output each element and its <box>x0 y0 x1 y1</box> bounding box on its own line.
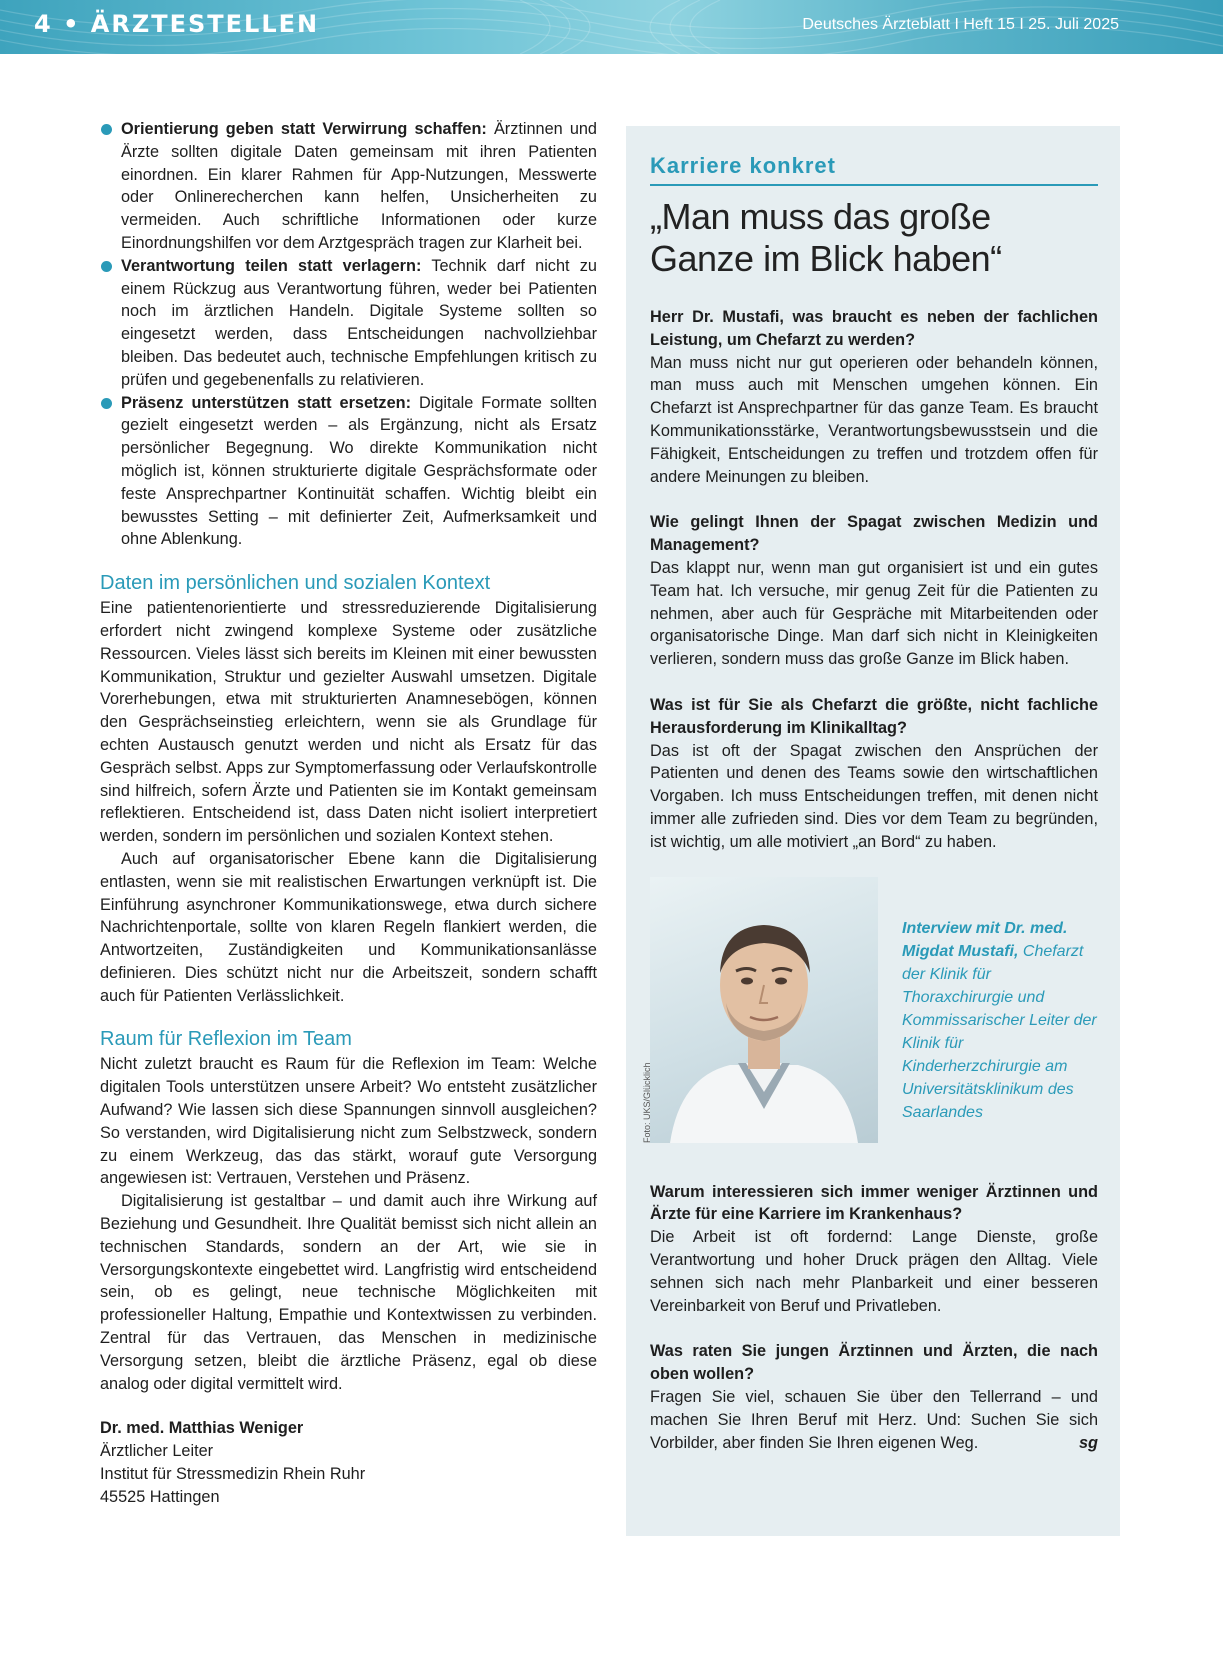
answer: Das ist oft der Spagat zwischen den Ansprüchen der Patienten und denen des Teams sowie den wirtschaftlichen Vorgaben. Ich muss Entscheidungen treffen, mit denen nicht immer alle zufrieden sind. Dies vor dem Team zu begründen, ist wichtig, um alle motiviert „an Bord“ zu haben. <box>650 741 1098 851</box>
bullet-text: Technik darf nicht zu einem Rückzug aus Verantwortung führen, weder bei Patienten noch im ärztlichen Handeln. Digitale Systeme sollten so eingesetzt werden, dass Entscheidungen nachvollziehbar bleiben. Das bedeutet auch, technische Empfehlungen kritisch zu prüfen und gegebenenfalls zu relativieren. <box>121 256 597 389</box>
section-name: ÄRZTESTELLEN <box>90 10 320 38</box>
box-headline: „Man muss das große Ganze im Blick haben“ <box>650 196 1002 279</box>
author-city: 45525 Hattingen <box>100 1487 220 1506</box>
bullet-item <box>100 118 597 255</box>
answer: Die Arbeit ist oft fordernd: Lange Dienste, große Verantwortung und hoher Druck prägen den Alltag. Viele sehnen sich nach mehr Planbarkeit und einer besseren Vereinbarkeit von Beruf und Privatleben. <box>650 1228 1098 1315</box>
bullet-text: Digitale Formate sollten gezielt eingesetzt werden – als Ergänzung, nicht als Ersatz persönlicher Begegnung. Wo direkte Kommunikation nicht möglich ist, können strukturierte digitale Gesprächsformate oder feste Ansprechpartner Kontinuität schaffen. Wichtig bleibt ein bewusstes Setting – mit definierter Zeit, Aufmerksamkeit und ohne Ablenkung. <box>121 393 597 549</box>
answer: Das klappt nur, wenn man gut organisiert ist und ein gutes Team hat. Ich versuche, mir genug Zeit für die Patienten zu nehmen, aber auch für Gespräche mit Mitarbeitenden oder organisatorische Dinge. Man darf sich nicht in Kleinigkeiten verlieren, sondern muss das große Ganze im Blick haben. <box>650 558 1098 669</box>
interview-box <box>626 126 1120 1536</box>
section-title <box>34 10 319 38</box>
page-number: 4 <box>34 10 53 38</box>
photo-credit: Foto: UKS/Glücklich <box>642 1062 652 1143</box>
qa-item <box>650 511 1098 671</box>
bullet-item <box>100 255 597 392</box>
qa-item <box>650 306 1098 488</box>
answer-with-signature <box>650 1386 1098 1454</box>
bullet-lead: Orientierung geben statt Verwirrung schaffen: <box>121 120 487 138</box>
qa-item <box>650 694 1098 854</box>
answer: Fragen Sie viel, schauen Sie über den Tellerrand – und machen Sie Ihren Beruf mit Herz. Und: Suchen Sie sich Vorbilder, aber finden Sie Ihren eigenen Weg. <box>650 1387 1098 1452</box>
question: Was ist für Sie als Chefarzt die größte, nicht fachliche Herausforderung im Klinikalltag? <box>650 695 1098 737</box>
question: Herr Dr. Mustafi, was braucht es neben der fachlichen Leistung, um Chefarzt zu werden? <box>650 308 1098 349</box>
photo-caption <box>902 917 1098 1124</box>
author-block <box>100 1417 597 1508</box>
portrait-section <box>642 877 1098 1145</box>
answer: Man muss nicht nur gut operieren oder behandeln können, man muss auch mit Menschen umgehen können. Ein Chefarzt ist Ansprechpartner für das ganze Team. Es braucht Kommunikationsstärke, Verantwortungsbewusstsein und die Fähigkeit, Entscheidungen zu treffen und trotzdem offen für andere Meinungen zu bleiben. <box>650 353 1098 486</box>
subheading-reflection: Raum für Reflexion im Team <box>100 1028 352 1051</box>
paragraph: Eine patientenorientierte und stressreduzierende Digitalisierung erfordert nicht zwingend komplexe Systeme oder zusätzliche Ressourcen. Vieles lässt sich bereits im Kleinen mit einer bewussten Kommunikation, Struktur und gezielter Auswahl umsetzen. Digitale Vorerhebungen, etwa mit strukturierten Anamnesebögen, können den Gesprächseinstieg erleichtern, wenn sie als Grundlage für echten Austausch genutzt werden und nicht als Ersatz für das Gespräch selbst. Apps zur Symptomerfassung oder Verlaufskontrolle sind hilfreich, sofern Ärzte und Patienten sie im Kontakt gemeinsam reflektieren. Entscheidend ist, dass Daten nicht isoliert interpretiert werden, sondern im persönlichen und sozialen Kontext stehen. <box>100 599 597 846</box>
author-role: Ärztlicher Leiter <box>100 1442 214 1461</box>
bullet-lead: Verantwortung teilen statt verlagern: <box>121 256 422 275</box>
article-left-column <box>100 118 597 1509</box>
bullet-item <box>100 392 597 552</box>
page-header <box>0 0 1223 54</box>
author-name: Dr. med. Matthias Weniger <box>100 1419 304 1438</box>
caption-name: Interview mit Dr. med. Migdat Mustafi, <box>902 919 1068 960</box>
portrait-illustration <box>650 877 878 1143</box>
question: Was raten Sie jungen Ärztinnen und Ärzten, die nach oben wollen? <box>650 1342 1098 1384</box>
box-kicker: Karriere konkret <box>650 152 1098 186</box>
paragraph: Digitalisierung ist gestaltbar – und damit auch ihre Wirkung auf Beziehung und Gesundheit. Ihre Qualität bemisst sich nicht allein an technischen Standards, sondern an der Art, wie sie in Versorgungskontexte eingebettet wird. Langfristig wird entscheidend sein, ob es gelingt, neue technische Möglichkeiten mit professioneller Haltung, Empathie und Kontextwissen zu verbinden. Zentral für das Vertrauen, das Menschen in medizinische Versorgung setzen, bleibt die ärztliche Präsenz, egal ob diese analog oder digital vermittelt wird. <box>100 1192 597 1393</box>
subheading-context: Daten im persönlichen und sozialen Kontext <box>100 572 491 595</box>
question: Warum interessieren sich immer weniger Ärztinnen und Ärzte für eine Karriere im Krankenhaus? <box>650 1182 1098 1224</box>
signature: sg <box>1078 1433 1098 1452</box>
bullet-dot-icon <box>101 398 112 409</box>
bullet-lead: Präsenz unterstützen statt ersetzen: <box>121 393 411 412</box>
portrait-photo <box>650 877 878 1143</box>
author-institute: Institut für Stressmedizin Rhein Ruhr <box>100 1465 366 1484</box>
bullet-dot-icon <box>101 124 112 135</box>
bullet-text: Ärztinnen und Ärzte sollten digitale Daten gemeinsam mit ihren Patienten einordnen. Ein klarer Rahmen für App-Nutzungen, Messwerte oder Onlinerecherchen kann helfen, Unsicherheiten zu vermeiden. Auch schriftliche Informationen oder kurze Einordnungshilfen vor dem Arztgespräch tragen zur Klarheit bei. <box>121 120 597 252</box>
caption-text: Chefarzt der Klinik für Thoraxchirurgie und Kommissarischer Leiter der Klinik für Kinderherzchirurgie am Universitätsklinikum des Saarlandes <box>902 942 1097 1121</box>
qa-item <box>650 1340 1098 1454</box>
bullet-separator: • <box>63 10 91 38</box>
publication-meta: Deutsches Ärzteblatt I Heft 15 I 25. Juli 2025 <box>802 16 1119 33</box>
paragraph: Auch auf organisatorischer Ebene kann die Digitalisierung entlasten, wenn sie mit realistischen Erwartungen verknüpft ist. Die Einführung asynchroner Kommunikationswege, etwa durch sichere Nachrichtenportale, sollte von klaren Regeln flankiert werden, die Antwortzeiten, Zuständigkeiten und Kommunikationsanlässe definieren. Dies schützt nicht nur die Arbeitszeit, sondern schafft auch für Patienten Verlässlichkeit. <box>100 849 597 1005</box>
question: Wie gelingt Ihnen der Spagat zwischen Medizin und Management? <box>650 513 1098 555</box>
qa-item <box>650 1181 1098 1318</box>
paragraph: Nicht zuletzt braucht es Raum für die Reflexion im Team: Welche digitalen Tools unterstützen unsere Arbeit? Wo entsteht zusätzlicher Aufwand? Wie lassen sich diese Spannungen sinnvoll ausgleichen? So verstanden, wird Digitalisierung nicht zum Selbstzweck, sondern zu einem Werkzeug, das das stärkt, worauf gute Versorgung angewiesen ist: Vertrauen, Verstehen und Präsenz. <box>100 1055 597 1188</box>
bullet-dot-icon <box>101 261 112 272</box>
